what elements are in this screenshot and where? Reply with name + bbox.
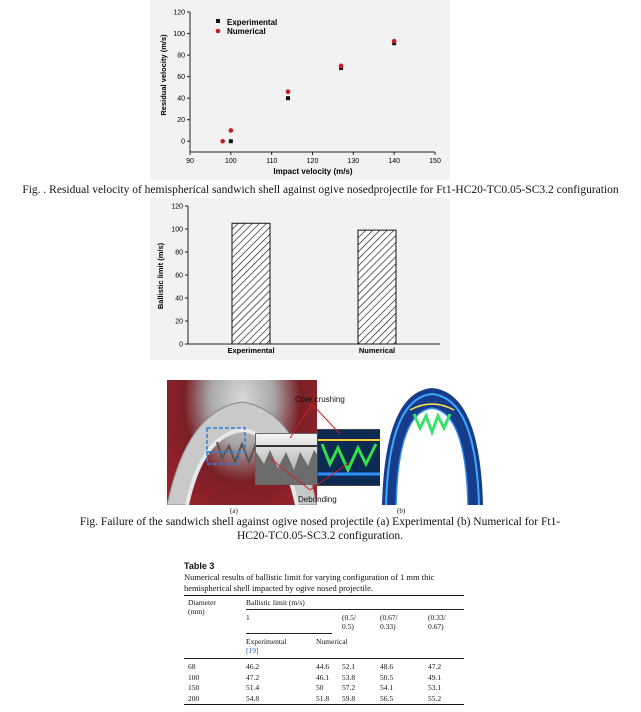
scatter-x-tick-label: 120 bbox=[306, 158, 319, 165]
core-crushing-annotation: Core crushing bbox=[295, 395, 345, 404]
header-reference-link[interactable]: [19] bbox=[246, 646, 259, 655]
table-cell: 48.6 bbox=[380, 662, 394, 671]
experimental-point bbox=[286, 96, 290, 100]
scatter-y-axis-label: Residual velocity (m/s) bbox=[159, 34, 168, 116]
table-cell: 50.5 bbox=[380, 672, 394, 682]
header-diameter: Diameter bbox=[188, 598, 216, 607]
numerical-point bbox=[286, 89, 291, 94]
residual-velocity-scatter-chart bbox=[150, 0, 450, 180]
table-description-line-1: Numerical results of ballistic limit for varying configuration of 1 mm thic bbox=[184, 572, 435, 582]
table-cell: 100 bbox=[188, 672, 200, 682]
header-config-033-b: 0.67) bbox=[428, 622, 444, 631]
scatter-x-tick-label: 130 bbox=[347, 158, 360, 165]
header-config-05-a: (0.5/ bbox=[342, 613, 356, 622]
scatter-y-tick-label: 100 bbox=[173, 31, 185, 39]
header-diameter-unit: (mm) bbox=[188, 607, 205, 616]
table-cell: 150 bbox=[188, 683, 200, 692]
legend-marker-numerical bbox=[216, 29, 221, 34]
debonding-annotation: Debonding bbox=[298, 495, 337, 504]
scatter-x-axis-label: Impact velocity (m/s) bbox=[273, 167, 353, 176]
legend-marker-experimental bbox=[216, 19, 220, 23]
header-config-067-a: (0.67/ bbox=[380, 613, 398, 622]
table-cell: 52.1 bbox=[342, 662, 356, 671]
table-cell: 53.8 bbox=[342, 672, 356, 682]
table-cell: 53.1 bbox=[428, 683, 442, 692]
table-cell: 47.2 bbox=[246, 672, 260, 682]
bar-y-axis-label: Ballistic limit (m/s) bbox=[156, 242, 165, 310]
bar-category-label: Numerical bbox=[358, 346, 396, 355]
numerical-point bbox=[220, 139, 225, 144]
header-experimental: Experimental bbox=[246, 637, 287, 646]
ballistic-limit-bar-chart bbox=[150, 198, 450, 360]
table-cell: 55.2 bbox=[428, 693, 442, 703]
bar-y-tick-label: 60 bbox=[175, 272, 183, 280]
bar-y-tick-label: 100 bbox=[171, 226, 183, 234]
header-config-033-a: (0.33/ bbox=[428, 613, 446, 622]
table-cell: 59.8 bbox=[342, 693, 356, 703]
table-cell: 44.6 bbox=[316, 662, 330, 671]
legend-label-experimental: Experimental bbox=[227, 18, 278, 27]
panel-label-b: (b) bbox=[397, 507, 406, 515]
header-numerical: Numerical bbox=[316, 637, 348, 646]
scatter-y-tick-label: 120 bbox=[173, 9, 185, 17]
legend-label-numerical: Numerical bbox=[227, 27, 266, 36]
header-ballistic-limit: Ballistic limit (m/s) bbox=[246, 598, 305, 607]
table-cell: 56.5 bbox=[380, 693, 394, 703]
scatter-y-tick-label: 40 bbox=[177, 95, 185, 103]
scatter-x-tick-label: 150 bbox=[429, 158, 441, 165]
table-3 bbox=[184, 561, 464, 707]
numerical-point bbox=[229, 128, 234, 133]
table-cell: 51.4 bbox=[246, 683, 260, 692]
scatter-x-tick-label: 90 bbox=[186, 158, 194, 165]
table-cell: 46.2 bbox=[246, 662, 260, 671]
scatter-x-tick-label: 140 bbox=[388, 158, 401, 165]
bar-y-tick-label: 120 bbox=[171, 203, 183, 211]
bar-y-tick-label: 0 bbox=[179, 341, 183, 349]
table-cell: 54.1 bbox=[380, 683, 394, 692]
bar-y-tick-label: 80 bbox=[175, 249, 183, 257]
header-config-05-b: 0.5) bbox=[342, 622, 354, 631]
table-title: Table 3 bbox=[184, 561, 215, 571]
bar-experimental bbox=[232, 223, 270, 344]
experimental-point bbox=[229, 139, 233, 143]
figure-2-caption: Fig. Failure of the sandwich shell against ogive nosed projectile (a) Experimental (b) Numerical for Ft1-HC20-TC0.05-SC3.2 configuration. bbox=[79, 516, 561, 542]
scatter-x-tick-label: 100 bbox=[224, 158, 237, 165]
bar-category-label: Experimental bbox=[227, 346, 275, 355]
table-cell: 51.8 bbox=[316, 693, 330, 703]
table-cell: 46.1 bbox=[316, 672, 330, 682]
scatter-y-tick-label: 0 bbox=[181, 138, 185, 146]
figure-1-caption: Fig. . Residual velocity of hemispherical sandwich shell against ogive nosedprojectile for Ft1-HC20-TC0.05-SC3.2 configuration bbox=[22, 184, 619, 196]
header-config-067-b: 0.33) bbox=[380, 622, 396, 631]
table-cell: 57.2 bbox=[342, 683, 356, 692]
table-cell: 200 bbox=[188, 693, 200, 703]
numerical-point bbox=[392, 39, 397, 44]
scatter-x-tick-label: 110 bbox=[266, 158, 278, 165]
bar-y-tick-label: 20 bbox=[175, 318, 183, 326]
table-cell: 47.2 bbox=[428, 662, 442, 671]
header-config-1: 1 bbox=[246, 613, 250, 622]
scatter-y-tick-label: 20 bbox=[177, 117, 185, 125]
table-cell: 49.1 bbox=[428, 672, 442, 682]
table-cell: 54.8 bbox=[246, 693, 260, 703]
panel-label-a: (a) bbox=[230, 507, 238, 515]
table-cell: 50 bbox=[316, 683, 324, 692]
numerical-point bbox=[339, 64, 344, 69]
table-description-line-2: hemispherical shell impacted by ogive nosed projectile. bbox=[184, 583, 374, 593]
bar-y-tick-label: 40 bbox=[175, 295, 183, 303]
bar-numerical bbox=[358, 230, 396, 344]
table-cell: 68 bbox=[188, 662, 196, 671]
scatter-y-tick-label: 80 bbox=[177, 52, 185, 60]
scatter-y-tick-label: 60 bbox=[177, 74, 185, 82]
